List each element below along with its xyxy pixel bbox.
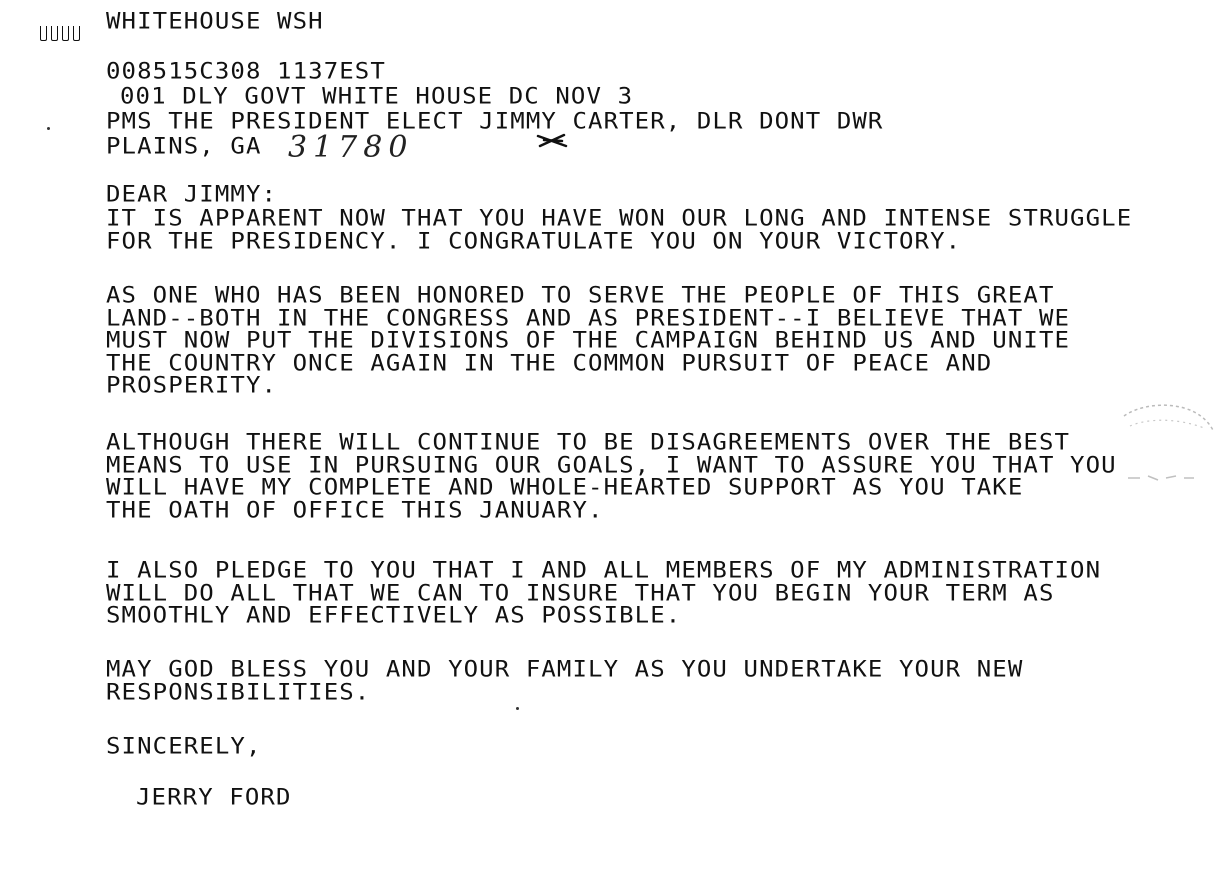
- closing: SINCERELY,: [106, 733, 262, 759]
- address-line-2: PLAINS, GA: [106, 133, 262, 159]
- handwritten-zip: 31780: [288, 130, 414, 165]
- margin-mark: [47, 127, 50, 130]
- routing-line-2: 001 DLY GOVT WHITE HOUSE DC NOV 3: [120, 83, 634, 109]
- paragraph-5: MAY GOD BLESS YOU AND YOUR FAMILY AS YOU UNDERTAKE YOUR NEW RESPONSIBILITIES.: [106, 656, 1024, 705]
- faded-stamp-mark: [1118, 398, 1218, 498]
- signature: JERRY FORD: [136, 784, 292, 810]
- salutation: DEAR JIMMY:: [106, 181, 278, 207]
- routing-code-mark: [40, 26, 80, 41]
- station-header: WHITEHOUSE WSH: [106, 8, 324, 34]
- routing-line-1: 008515C308 1137EST: [106, 58, 386, 84]
- paragraph-1: IT IS APPARENT NOW THAT YOU HAVE WON OUR LONG AND INTENSE STRUGGLE FOR THE PRESIDENCY. I CONGRATULATE YOU ON YOUR VICTORY.: [106, 205, 1133, 254]
- paragraph-3: ALTHOUGH THERE WILL CONTINUE TO BE DISAGREEMENTS OVER THE BEST MEANS TO USE IN PURSUING OUR GOALS, I WANT TO ASSURE YOU THAT YOU WILL HAVE MY COMPLETE AND WHOLE-HEARTED SUPPORT AS YOU TAKE THE OATH OF OFFICE THIS JANUARY.: [106, 429, 1117, 523]
- handwritten-x-mark: [536, 132, 570, 150]
- paragraph-2: AS ONE WHO HAS BEEN HONORED TO SERVE THE PEOPLE OF THIS GREAT LAND--BOTH IN THE CONGRESS AND AS PRESIDENT--I BELIEVE THAT WE MUST NOW PUT THE DIVISIONS OF THE CAMPAIGN BEHIND US AND UNITE THE COUNTRY ONCE AGAIN IN THE COMMON PURSUIT OF PEACE AND PROSPERITY.: [106, 282, 1071, 399]
- paragraph-4: I ALSO PLEDGE TO YOU THAT I AND ALL MEMBERS OF MY ADMINISTRATION WILL DO ALL THAT WE CAN TO INSURE THAT YOU BEGIN YOUR TERM AS SMOOTHLY AND EFFECTIVELY AS POSSIBLE.: [106, 557, 1102, 628]
- stray-dot: [516, 707, 519, 710]
- address-line-1: PMS THE PRESIDENT ELECT JIMMY CARTER, DLR DONT DWR: [106, 108, 884, 134]
